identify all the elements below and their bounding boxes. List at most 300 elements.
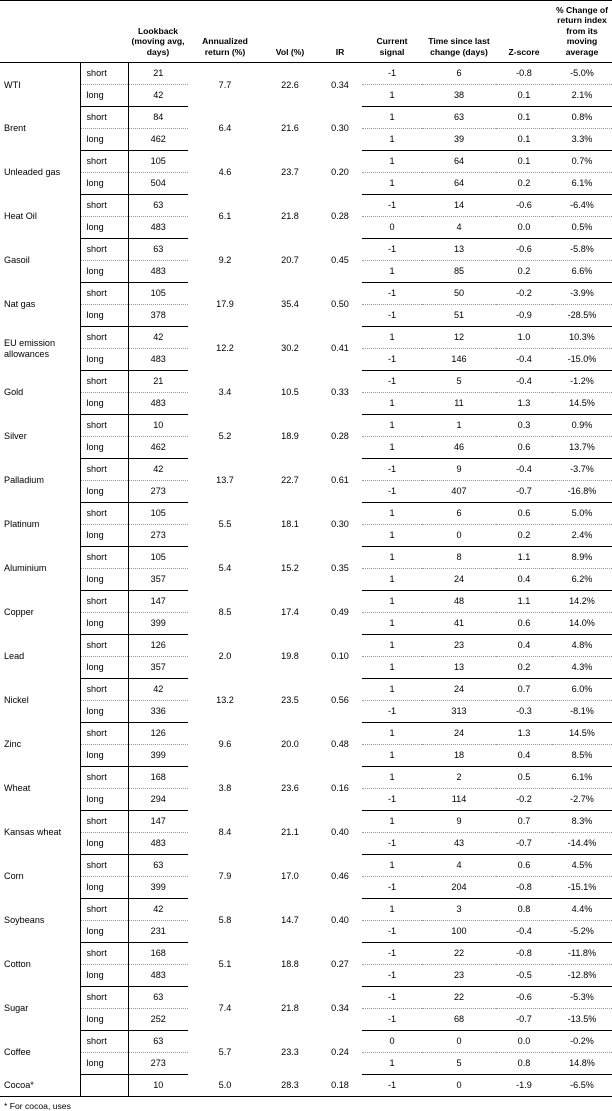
row-annualized-return: 5.1 bbox=[218, 959, 232, 970]
table-row bbox=[0, 63, 612, 85]
row-pct-change-long: 6.6% bbox=[552, 261, 612, 283]
row-time-since-last-change-short: 3 bbox=[422, 899, 496, 921]
row-pct-change-long: -2.7% bbox=[552, 789, 612, 811]
row-term-short: short bbox=[80, 327, 128, 349]
row-term-short: short bbox=[80, 547, 128, 569]
table-row bbox=[0, 327, 612, 349]
row-current-signal-long: -1 bbox=[362, 965, 422, 987]
row-term-long: long bbox=[80, 657, 128, 679]
row-lookback-long: 462 bbox=[128, 437, 188, 459]
row-zscore-short: -0.4 bbox=[496, 459, 552, 481]
row-commodity-name: Brent bbox=[0, 107, 80, 151]
row-time-since-last-change-short: 4 bbox=[422, 855, 496, 877]
header-time-since-last-change: Time since last change (days) bbox=[428, 36, 490, 57]
row-time-since-last-change-long: 407 bbox=[422, 481, 496, 503]
row-time-since-last-change-short: 24 bbox=[422, 723, 496, 745]
row-pct-change-short: -1.2% bbox=[552, 371, 612, 393]
table-row bbox=[0, 1031, 612, 1053]
row-pct-change-short: 4.8% bbox=[552, 635, 612, 657]
table-row bbox=[0, 459, 612, 481]
header-current-signal: Current signal bbox=[376, 36, 408, 57]
row-vol: 15.2 bbox=[281, 563, 299, 574]
row-lookback-long: 399 bbox=[128, 745, 188, 767]
row-zscore-long: -0.2 bbox=[496, 789, 552, 811]
row-current-signal-short: -1 bbox=[362, 371, 422, 393]
row-current-signal-short: 1 bbox=[362, 855, 422, 877]
row-current-signal-short: 1 bbox=[362, 767, 422, 789]
row-zscore-short: 0.6 bbox=[496, 855, 552, 877]
table-row bbox=[0, 107, 612, 129]
row-lookback-long: 357 bbox=[128, 657, 188, 679]
row-time-since-last-change-short: 22 bbox=[422, 943, 496, 965]
row-annualized-return: 4.6 bbox=[218, 167, 232, 178]
row-lookback-short: 42 bbox=[128, 459, 188, 481]
row-ir: 0.20 bbox=[331, 167, 349, 178]
table-row bbox=[0, 899, 612, 921]
row-term-long: long bbox=[80, 833, 128, 855]
row-annualized-return: 13.2 bbox=[216, 695, 234, 706]
row-lookback-short: 105 bbox=[128, 151, 188, 173]
row-vol: 14.7 bbox=[281, 915, 299, 926]
table-row bbox=[0, 151, 612, 173]
row-term-short: short bbox=[80, 943, 128, 965]
row-pct-change-long: 0.5% bbox=[552, 217, 612, 239]
row-term-long: long bbox=[80, 481, 128, 503]
row-time-since-last-change-long: 64 bbox=[422, 173, 496, 195]
row-pct-change-short: 8.9% bbox=[552, 547, 612, 569]
footnote: * For cocoa, uses bbox=[4, 1101, 71, 1111]
row-pct-change-short: -5.0% bbox=[552, 63, 612, 85]
row-vol: 23.3 bbox=[281, 1047, 299, 1058]
row-lookback-long: 483 bbox=[128, 349, 188, 371]
row-lookback-short: 21 bbox=[128, 371, 188, 393]
row-annualized-return: 5.4 bbox=[218, 563, 232, 574]
row-ir: 0.49 bbox=[331, 607, 349, 618]
row-lookback-short: 105 bbox=[128, 283, 188, 305]
row-commodity-name: Heat Oil bbox=[0, 195, 80, 239]
row-term-short: short bbox=[80, 415, 128, 437]
table-row bbox=[0, 371, 612, 393]
row-current-signal-long: -1 bbox=[362, 833, 422, 855]
table-row bbox=[0, 1075, 612, 1097]
row-term-long: long bbox=[80, 393, 128, 415]
row-current-signal-short: -1 bbox=[362, 283, 422, 305]
row-pct-change-short: -6.4% bbox=[552, 195, 612, 217]
row-pct-change-long: 6.2% bbox=[552, 569, 612, 591]
row-zscore-long: -0.4 bbox=[496, 349, 552, 371]
row-time-since-last-change-short: 64 bbox=[422, 151, 496, 173]
row-vol: 18.8 bbox=[281, 959, 299, 970]
row-pct-change-long: 8.5% bbox=[552, 745, 612, 767]
row-term-short: short bbox=[80, 635, 128, 657]
row-pct-change-short: 4.5% bbox=[552, 855, 612, 877]
row-ir: 0.61 bbox=[331, 475, 349, 486]
row-pct-change-long: 2.1% bbox=[552, 85, 612, 107]
row-time-since-last-change: 0 bbox=[422, 1075, 496, 1097]
row-time-since-last-change-long: 38 bbox=[422, 85, 496, 107]
row-commodity-name: Lead bbox=[0, 635, 80, 679]
row-vol: 21.6 bbox=[281, 123, 299, 134]
row-pct-change-long: -8.1% bbox=[552, 701, 612, 723]
row-current-signal-short: 1 bbox=[362, 591, 422, 613]
row-zscore-short: -0.4 bbox=[496, 371, 552, 393]
row-pct-change-short: 14.5% bbox=[552, 723, 612, 745]
row-ir: 0.10 bbox=[331, 651, 349, 662]
row-lookback-long: 357 bbox=[128, 569, 188, 591]
row-ir: 0.46 bbox=[331, 871, 349, 882]
row-term-short: short bbox=[80, 811, 128, 833]
table-row bbox=[0, 195, 612, 217]
row-commodity-name: Kansas wheat bbox=[0, 811, 80, 855]
row-current-signal-short: -1 bbox=[362, 943, 422, 965]
header-annualized-return: Annualized return (%) bbox=[202, 36, 248, 57]
table-row bbox=[0, 679, 612, 701]
row-annualized-return: 8.4 bbox=[218, 827, 232, 838]
row-term-long: long bbox=[80, 701, 128, 723]
row-time-since-last-change-long: 23 bbox=[422, 965, 496, 987]
row-time-since-last-change-long: 5 bbox=[422, 1053, 496, 1075]
row-ir: 0.45 bbox=[331, 255, 349, 266]
row-term-short: short bbox=[80, 239, 128, 261]
row-vol: 23.5 bbox=[281, 695, 299, 706]
row-term-long: long bbox=[80, 613, 128, 635]
row-vol: 35.4 bbox=[281, 299, 299, 310]
row-pct-change-long: -12.8% bbox=[552, 965, 612, 987]
row-term-long: long bbox=[80, 261, 128, 283]
table-row bbox=[0, 943, 612, 965]
row-time-since-last-change-long: 41 bbox=[422, 613, 496, 635]
row-commodity-name: Cocoa* bbox=[0, 1075, 80, 1097]
row-zscore-long: -0.8 bbox=[496, 877, 552, 899]
row-current-signal-short: 1 bbox=[362, 679, 422, 701]
row-term-long: long bbox=[80, 129, 128, 151]
row-ir: 0.24 bbox=[331, 1047, 349, 1058]
row-term-long: long bbox=[80, 217, 128, 239]
row-time-since-last-change-long: 68 bbox=[422, 1009, 496, 1031]
row-lookback-long: 294 bbox=[128, 789, 188, 811]
row-zscore-short: 0.1 bbox=[496, 151, 552, 173]
row-zscore-short: 1.1 bbox=[496, 547, 552, 569]
row-current-signal-long: -1 bbox=[362, 701, 422, 723]
row-pct-change-short: -5.3% bbox=[552, 987, 612, 1009]
row-term-short: short bbox=[80, 767, 128, 789]
row-zscore-long: 0.4 bbox=[496, 569, 552, 591]
row-zscore-long: -0.9 bbox=[496, 305, 552, 327]
row-lookback-long: 504 bbox=[128, 173, 188, 195]
row-lookback-long: 462 bbox=[128, 129, 188, 151]
row-annualized-return: 7.7 bbox=[218, 79, 232, 90]
row-pct-change-long: -5.2% bbox=[552, 921, 612, 943]
row-term-long: long bbox=[80, 305, 128, 327]
row-zscore-long: 0.1 bbox=[496, 85, 552, 107]
row-current-signal-long: 1 bbox=[362, 657, 422, 679]
row-lookback-long: 273 bbox=[128, 525, 188, 547]
row-lookback-short: 105 bbox=[128, 503, 188, 525]
row-zscore-long: -0.3 bbox=[496, 701, 552, 723]
row-time-since-last-change-long: 100 bbox=[422, 921, 496, 943]
header-vol: Vol (%) bbox=[275, 46, 305, 57]
row-time-since-last-change-long: 39 bbox=[422, 129, 496, 151]
row-lookback-short: 63 bbox=[128, 195, 188, 217]
row-current-signal-long: 1 bbox=[362, 85, 422, 107]
row-current-signal-long: 1 bbox=[362, 1053, 422, 1075]
row-term-short: short bbox=[80, 371, 128, 393]
row-zscore-short: 1.1 bbox=[496, 591, 552, 613]
row-lookback-long: 483 bbox=[128, 393, 188, 415]
row-current-signal-short: -1 bbox=[362, 195, 422, 217]
row-pct-change-long: 6.1% bbox=[552, 173, 612, 195]
row-ir: 0.30 bbox=[331, 519, 349, 530]
row-lookback-long: 483 bbox=[128, 833, 188, 855]
row-annualized-return: 5.0 bbox=[188, 1075, 262, 1097]
row-zscore-short: 0.3 bbox=[496, 415, 552, 437]
row-pct-change-short: 4.4% bbox=[552, 899, 612, 921]
row-current-signal-short: 1 bbox=[362, 151, 422, 173]
row-term-short: short bbox=[80, 855, 128, 877]
row-pct-change-long: 13.7% bbox=[552, 437, 612, 459]
row-zscore-short: 0.0 bbox=[496, 1031, 552, 1053]
row-pct-change: -6.5% bbox=[552, 1075, 612, 1097]
row-pct-change-short: 8.3% bbox=[552, 811, 612, 833]
row-lookback-short: 42 bbox=[128, 899, 188, 921]
row-lookback-short: 63 bbox=[128, 239, 188, 261]
row-pct-change-long: 3.3% bbox=[552, 129, 612, 151]
row-lookback-long: 231 bbox=[128, 921, 188, 943]
row-zscore-long: 0.2 bbox=[496, 657, 552, 679]
row-zscore-long: 0.8 bbox=[496, 1053, 552, 1075]
row-pct-change-short: 10.3% bbox=[552, 327, 612, 349]
row-ir: 0.18 bbox=[318, 1075, 362, 1097]
row-current-signal-short: 1 bbox=[362, 547, 422, 569]
row-pct-change-long: 14.0% bbox=[552, 613, 612, 635]
row-lookback-short: 105 bbox=[128, 547, 188, 569]
row-pct-change-short: 0.8% bbox=[552, 107, 612, 129]
row-annualized-return: 5.2 bbox=[218, 431, 232, 442]
row-lookback-long: 42 bbox=[128, 85, 188, 107]
row-time-since-last-change-short: 24 bbox=[422, 679, 496, 701]
row-current-signal-long: -1 bbox=[362, 921, 422, 943]
row-zscore-short: 0.6 bbox=[496, 503, 552, 525]
row-current-signal-short: 1 bbox=[362, 635, 422, 657]
row-zscore-short: 0.5 bbox=[496, 767, 552, 789]
row-vol: 20.7 bbox=[281, 255, 299, 266]
row-annualized-return: 7.9 bbox=[218, 871, 232, 882]
table-row bbox=[0, 855, 612, 877]
row-annualized-return: 9.2 bbox=[218, 255, 232, 266]
row-term-long: long bbox=[80, 349, 128, 371]
row-current-signal-short: 1 bbox=[362, 327, 422, 349]
row-commodity-name: Gold bbox=[0, 371, 80, 415]
row-vol: 17.4 bbox=[281, 607, 299, 618]
row-ir: 0.48 bbox=[331, 739, 349, 750]
row-zscore-long: 0.6 bbox=[496, 437, 552, 459]
row-time-since-last-change-short: 23 bbox=[422, 635, 496, 657]
row-current-signal-long: 1 bbox=[362, 173, 422, 195]
table-row bbox=[0, 503, 612, 525]
row-term-long: long bbox=[80, 173, 128, 195]
row-zscore-short: 0.1 bbox=[496, 107, 552, 129]
row-term-short: short bbox=[80, 63, 128, 85]
row-vol: 23.6 bbox=[281, 783, 299, 794]
row-lookback-long: 252 bbox=[128, 1009, 188, 1031]
row-time-since-last-change-long: 11 bbox=[422, 393, 496, 415]
row-zscore-short: -0.8 bbox=[496, 943, 552, 965]
row-zscore-long: 0.4 bbox=[496, 745, 552, 767]
row-term-long: long bbox=[80, 789, 128, 811]
row-time-since-last-change-short: 0 bbox=[422, 1031, 496, 1053]
row-commodity-name: Wheat bbox=[0, 767, 80, 811]
row-lookback-long: 273 bbox=[128, 1053, 188, 1075]
row-vol: 21.8 bbox=[281, 1003, 299, 1014]
row-term-long: long bbox=[80, 1053, 128, 1075]
row-term-long: long bbox=[80, 877, 128, 899]
row-ir: 0.27 bbox=[331, 959, 349, 970]
row-annualized-return: 17.9 bbox=[216, 299, 234, 310]
row-lookback-long: 273 bbox=[128, 481, 188, 503]
row-time-since-last-change-short: 6 bbox=[422, 63, 496, 85]
row-lookback-long: 378 bbox=[128, 305, 188, 327]
table-row bbox=[0, 415, 612, 437]
row-time-since-last-change-long: 13 bbox=[422, 657, 496, 679]
table-row bbox=[0, 767, 612, 789]
row-current-signal-short: 0 bbox=[362, 1031, 422, 1053]
row-lookback-short: 63 bbox=[128, 1031, 188, 1053]
row-zscore-short: -0.6 bbox=[496, 239, 552, 261]
row-pct-change-short: -3.7% bbox=[552, 459, 612, 481]
row-term-short: short bbox=[80, 283, 128, 305]
row-pct-change-short: -0.2% bbox=[552, 1031, 612, 1053]
table-row bbox=[0, 811, 612, 833]
row-pct-change-long: -16.8% bbox=[552, 481, 612, 503]
row-time-since-last-change-long: 4 bbox=[422, 217, 496, 239]
row-pct-change-short: 5.0% bbox=[552, 503, 612, 525]
row-current-signal-short: 1 bbox=[362, 107, 422, 129]
row-current-signal: -1 bbox=[362, 1075, 422, 1097]
row-commodity-name: EU emission allowances bbox=[0, 327, 80, 371]
row-commodity-name: Cotton bbox=[0, 943, 80, 987]
row-zscore-long: -0.7 bbox=[496, 1009, 552, 1031]
row-zscore-short: 1.0 bbox=[496, 327, 552, 349]
row-pct-change-long: 2.4% bbox=[552, 525, 612, 547]
row-lookback-short: 126 bbox=[128, 635, 188, 657]
table-row bbox=[0, 635, 612, 657]
row-term-short: short bbox=[80, 107, 128, 129]
row-commodity-name: Unleaded gas bbox=[0, 151, 80, 195]
row-time-since-last-change-short: 48 bbox=[422, 591, 496, 613]
row-time-since-last-change-short: 63 bbox=[422, 107, 496, 129]
row-pct-change-long: -14.4% bbox=[552, 833, 612, 855]
row-commodity-name: WTI bbox=[0, 63, 80, 107]
row-pct-change-short: 6.1% bbox=[552, 767, 612, 789]
row-commodity-name: Palladium bbox=[0, 459, 80, 503]
row-vol: 17.0 bbox=[281, 871, 299, 882]
row-vol: 22.6 bbox=[281, 79, 299, 90]
row-term-short: short bbox=[80, 195, 128, 217]
row-vol: 10.5 bbox=[281, 387, 299, 398]
row-term-long: long bbox=[80, 85, 128, 107]
row-lookback-short: 42 bbox=[128, 327, 188, 349]
row-commodity-name: Zinc bbox=[0, 723, 80, 767]
row-current-signal-long: 1 bbox=[362, 745, 422, 767]
row-commodity-name: Copper bbox=[0, 591, 80, 635]
row-term-long: long bbox=[80, 525, 128, 547]
row-term-short: short bbox=[80, 591, 128, 613]
row-time-since-last-change-short: 1 bbox=[422, 415, 496, 437]
row-pct-change-short: 0.7% bbox=[552, 151, 612, 173]
row-term-long: long bbox=[80, 965, 128, 987]
row-annualized-return: 3.4 bbox=[218, 387, 232, 398]
row-ir: 0.34 bbox=[331, 1003, 349, 1014]
row-time-since-last-change-long: 313 bbox=[422, 701, 496, 723]
row-lookback-short: 84 bbox=[128, 107, 188, 129]
row-vol: 18.9 bbox=[281, 431, 299, 442]
row-time-since-last-change-long: 146 bbox=[422, 349, 496, 371]
row-commodity-name: Corn bbox=[0, 855, 80, 899]
row-ir: 0.34 bbox=[331, 79, 349, 90]
row-zscore-long: 0.2 bbox=[496, 261, 552, 283]
row-pct-change-long: 4.3% bbox=[552, 657, 612, 679]
row-vol: 21.1 bbox=[281, 827, 299, 838]
row-pct-change-short: -5.8% bbox=[552, 239, 612, 261]
row-ir: 0.40 bbox=[331, 915, 349, 926]
row-annualized-return: 6.4 bbox=[218, 123, 232, 134]
row-current-signal-short: -1 bbox=[362, 239, 422, 261]
row-current-signal-long: 1 bbox=[362, 569, 422, 591]
row-lookback-short: 168 bbox=[128, 767, 188, 789]
row-ir: 0.35 bbox=[331, 563, 349, 574]
row-time-since-last-change-short: 50 bbox=[422, 283, 496, 305]
row-annualized-return: 8.5 bbox=[218, 607, 232, 618]
row-current-signal-long: 1 bbox=[362, 393, 422, 415]
header-blank-term bbox=[80, 1, 128, 63]
row-current-signal-short: -1 bbox=[362, 63, 422, 85]
row-zscore-short: -0.6 bbox=[496, 987, 552, 1009]
row-time-since-last-change-short: 13 bbox=[422, 239, 496, 261]
row-annualized-return: 5.7 bbox=[218, 1047, 232, 1058]
table-row bbox=[0, 239, 612, 261]
table-header bbox=[0, 1, 612, 63]
row-ir: 0.40 bbox=[331, 827, 349, 838]
row-vol: 30.2 bbox=[281, 343, 299, 354]
row-pct-change-long: 14.8% bbox=[552, 1053, 612, 1075]
row-time-since-last-change-short: 2 bbox=[422, 767, 496, 789]
row-current-signal-long: 1 bbox=[362, 261, 422, 283]
row-lookback-long: 399 bbox=[128, 877, 188, 899]
row-current-signal-long: 1 bbox=[362, 613, 422, 635]
row-term-short: short bbox=[80, 503, 128, 525]
row-vol: 18.1 bbox=[281, 519, 299, 530]
row-time-since-last-change-long: 43 bbox=[422, 833, 496, 855]
row-commodity-name: Sugar bbox=[0, 987, 80, 1031]
table-row bbox=[0, 591, 612, 613]
row-term-long: long bbox=[80, 569, 128, 591]
row-term bbox=[80, 1075, 128, 1097]
row-zscore-short: 1.3 bbox=[496, 723, 552, 745]
row-zscore-short: -0.8 bbox=[496, 63, 552, 85]
row-term-long: long bbox=[80, 437, 128, 459]
row-term-short: short bbox=[80, 151, 128, 173]
row-ir: 0.30 bbox=[331, 123, 349, 134]
row-time-since-last-change-long: 18 bbox=[422, 745, 496, 767]
row-lookback-short: 126 bbox=[128, 723, 188, 745]
row-time-since-last-change-long: 51 bbox=[422, 305, 496, 327]
row-term-long: long bbox=[80, 1009, 128, 1031]
row-term-short: short bbox=[80, 679, 128, 701]
row-term-short: short bbox=[80, 723, 128, 745]
row-time-since-last-change-short: 5 bbox=[422, 371, 496, 393]
row-vol: 28.3 bbox=[262, 1075, 318, 1097]
row-time-since-last-change-short: 14 bbox=[422, 195, 496, 217]
